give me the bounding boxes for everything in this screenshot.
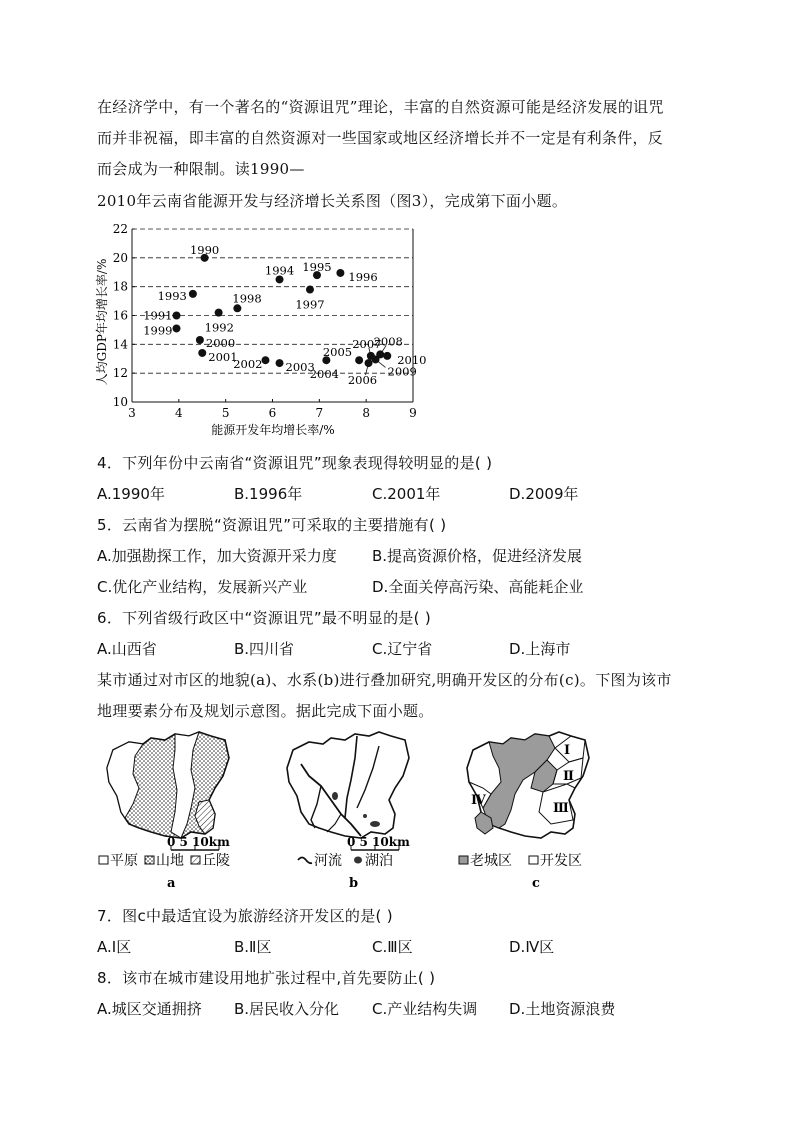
point-label-1991: 1991 bbox=[143, 308, 173, 323]
intro-line-2: 而并非祝福，即丰富的自然资源对一些国家或地区经济增长并不一定是有利条件，反 bbox=[97, 129, 664, 147]
q5-option-a[interactable]: A.加强勘探工作，加大资源开采力度 bbox=[97, 547, 337, 565]
x-tick-label: 5 bbox=[221, 406, 230, 420]
y-tick-label: 12 bbox=[112, 366, 128, 381]
point-label-2008: 2008 bbox=[373, 334, 403, 349]
point-label-2003: 2003 bbox=[285, 360, 315, 375]
legend-mountain-swatch bbox=[145, 856, 154, 864]
point-label-2009: 2009 bbox=[387, 364, 417, 379]
point-label-1992: 1992 bbox=[204, 320, 234, 335]
q5-option-d[interactable]: D.全面关停高污染、高能耗企业 bbox=[372, 578, 584, 596]
legend-river: 河流 bbox=[314, 853, 342, 869]
legend-lake-swatch bbox=[354, 857, 362, 864]
chart-ylabel: 人均GDP年均增长率/% bbox=[95, 258, 109, 386]
point-2009 bbox=[372, 355, 380, 363]
point-label-2002: 2002 bbox=[233, 357, 263, 372]
legend-dev-zone: 开发区 bbox=[540, 853, 582, 869]
q6-stem: 6．下列省级行政区中“资源诅咒”最不明显的是( ) bbox=[97, 609, 432, 627]
legend-hill: 丘陵 bbox=[202, 853, 230, 869]
legend-plain-swatch bbox=[99, 856, 108, 864]
point-label-2005: 2005 bbox=[322, 345, 353, 360]
q4-option-c[interactable]: C.2001年 bbox=[372, 485, 441, 503]
point-label-1998: 1998 bbox=[232, 291, 262, 306]
point-2002 bbox=[261, 356, 269, 364]
x-tick-label: 6 bbox=[268, 406, 277, 420]
x-tick-label: 8 bbox=[362, 406, 370, 420]
q4-option-b[interactable]: B.1996年 bbox=[234, 485, 303, 503]
y-tick-label: 14 bbox=[112, 337, 128, 352]
point-1998 bbox=[233, 304, 241, 312]
point-1996 bbox=[336, 269, 344, 277]
x-tick-label: 4 bbox=[175, 406, 183, 420]
legend-river-swatch bbox=[298, 858, 312, 864]
x-tick-label: 7 bbox=[315, 406, 324, 420]
legend-dev-zone-swatch bbox=[529, 856, 538, 864]
intro2-line-2: 地理要素分布及规划示意图。据此完成下面小题。 bbox=[97, 702, 434, 720]
q6-option-b[interactable]: B.四川省 bbox=[234, 640, 295, 658]
q6-option-a[interactable]: A.山西省 bbox=[97, 640, 157, 658]
zone-II-label: Ⅱ bbox=[563, 769, 574, 784]
point-1999 bbox=[172, 324, 180, 332]
y-tick-label: 20 bbox=[112, 250, 128, 265]
point-label-1995: 1995 bbox=[302, 260, 332, 275]
legend-old-city-swatch bbox=[459, 856, 468, 864]
point-1992 bbox=[215, 309, 223, 317]
leader-2009 bbox=[376, 359, 386, 367]
y-tick-label: 22 bbox=[112, 222, 128, 236]
map-b bbox=[287, 732, 410, 891]
chart-xlabel: 能源开发年均增长率/% bbox=[211, 423, 335, 437]
zone-IV-label: Ⅳ bbox=[471, 793, 486, 808]
x-tick-label: 9 bbox=[409, 406, 417, 420]
q8-stem: 8．该市在城市建设用地扩张过程中,首先要防止( ) bbox=[97, 969, 436, 987]
y-tick-label: 18 bbox=[112, 279, 128, 294]
q8-option-a[interactable]: A.城区交通拥挤 bbox=[97, 1000, 202, 1018]
legend-lake: 湖泊 bbox=[365, 853, 393, 869]
point-label-2004: 2004 bbox=[309, 367, 339, 382]
point-label-1993: 1993 bbox=[157, 288, 187, 303]
q4-stem: 4．下列年份中云南省“资源诅咒”现象表现得较明显的是( ) bbox=[97, 454, 493, 472]
intro2-line-1: 某市通过对市区的地貌(a)、水系(b)进行叠加研究,明确开发区的分布(c)。下图为该市 bbox=[97, 671, 672, 689]
map-a-scale-label: 0 5 10km bbox=[167, 835, 230, 849]
q7-option-a[interactable]: A.Ⅰ区 bbox=[97, 938, 132, 956]
y-tick-label: 10 bbox=[112, 395, 128, 409]
point-2005 bbox=[355, 356, 363, 364]
legend-mountain: 山地 bbox=[156, 853, 184, 869]
point-2003 bbox=[276, 359, 284, 367]
point-label-1997: 1997 bbox=[295, 297, 325, 312]
q7-option-d[interactable]: D.Ⅳ区 bbox=[509, 938, 555, 956]
q5-stem: 5．云南省为摆脱“资源诅咒”可采取的主要措施有( ) bbox=[97, 516, 447, 534]
point-1991 bbox=[172, 312, 180, 320]
zone-III-label: Ⅲ bbox=[553, 801, 569, 816]
q8-option-b[interactable]: B.居民收入分化 bbox=[234, 1000, 340, 1018]
legend-old-city: 老城区 bbox=[470, 853, 512, 869]
point-label-1994: 1994 bbox=[264, 263, 295, 278]
scatter-chart bbox=[92, 220, 432, 442]
intro-line-3: 而会成为一种限制。读1990— bbox=[97, 160, 305, 178]
point-1997 bbox=[306, 286, 314, 294]
maps-figure bbox=[95, 728, 605, 896]
y-tick-label: 16 bbox=[112, 308, 128, 323]
legend-plain: 平原 bbox=[110, 853, 138, 869]
point-label-2007: 2007 bbox=[352, 336, 382, 351]
map-c bbox=[459, 732, 589, 891]
q6-option-d[interactable]: D.上海市 bbox=[509, 640, 571, 658]
q7-option-c[interactable]: C.Ⅲ区 bbox=[372, 938, 413, 956]
q7-stem: 7．图c中最适宜设为旅游经济开发区的是( ) bbox=[97, 907, 393, 925]
point-label-2010: 2010 bbox=[397, 352, 427, 367]
q8-option-c[interactable]: C.产业结构失调 bbox=[372, 1000, 478, 1018]
point-label-2006: 2006 bbox=[347, 373, 378, 388]
q7-option-b[interactable]: B.Ⅱ区 bbox=[234, 938, 272, 956]
point-label-1996: 1996 bbox=[348, 269, 378, 284]
map-a bbox=[99, 732, 230, 891]
q5-option-c[interactable]: C.优化产业结构，发展新兴产业 bbox=[97, 578, 308, 596]
q4-option-d[interactable]: D.2009年 bbox=[509, 485, 579, 503]
q4-option-a[interactable]: A.1990年 bbox=[97, 485, 165, 503]
intro-line-1: 在经济学中，有一个著名的“资源诅咒”理论，丰富的自然资源可能是经济发展的诅咒 bbox=[97, 98, 664, 116]
point-1993 bbox=[189, 290, 197, 298]
point-label-1990: 1990 bbox=[189, 242, 220, 257]
point-label-2001: 2001 bbox=[208, 349, 238, 364]
q6-option-c[interactable]: C.辽宁省 bbox=[372, 640, 433, 658]
map-b-scale-label: 0 5 10km bbox=[347, 835, 410, 849]
q5-option-b[interactable]: B.提高资源价格，促进经济发展 bbox=[372, 547, 583, 565]
intro-line-4: 2010年云南省能源开发与经济增长关系图（图3），完成第下面小题。 bbox=[97, 192, 568, 210]
point-2010 bbox=[383, 352, 391, 360]
map-c-caption: c bbox=[532, 876, 540, 891]
map-a-caption: a bbox=[167, 876, 176, 891]
q8-option-d[interactable]: D.土地资源浪费 bbox=[509, 1000, 616, 1018]
point-2000 bbox=[196, 336, 204, 344]
legend-hill-swatch bbox=[191, 856, 200, 864]
point-label-2000: 2000 bbox=[205, 336, 236, 351]
map-b-caption: b bbox=[349, 876, 359, 891]
point-label-1999: 1999 bbox=[143, 323, 173, 338]
x-tick-label: 3 bbox=[128, 406, 136, 420]
point-2001 bbox=[198, 349, 206, 357]
zone-I-label: Ⅰ bbox=[564, 743, 571, 758]
